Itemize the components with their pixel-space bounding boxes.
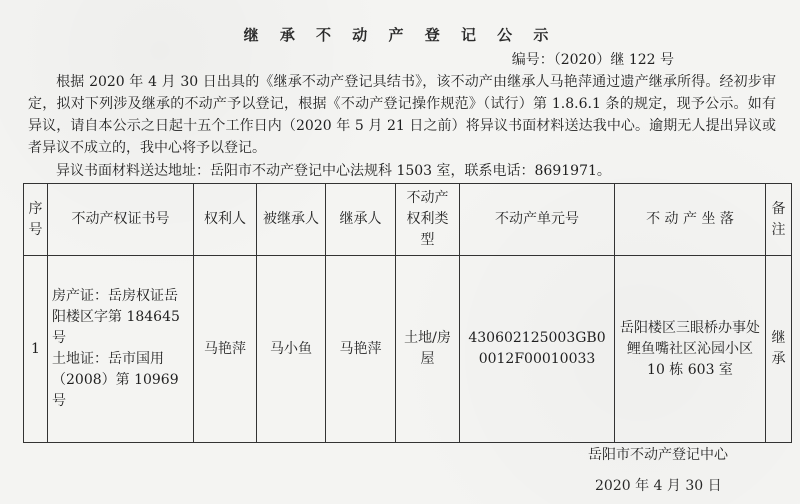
page-title: 继 承 不 动 产 登 记 公 示 [243, 26, 557, 44]
cell-heir: 马艳萍 [326, 256, 396, 443]
cell-certificate: 房产证：岳房权证岳阳楼区字第 184645 号 土地证：岳市国用（2008）第 10969 号 [48, 256, 194, 443]
notice-body [28, 71, 776, 159]
cell-unit-number: 430602125003GB00012F00010033 [460, 256, 615, 443]
header-decedent: 被继承人 [257, 184, 326, 256]
notice-paragraph: 根据 2020 年 4 月 30 日出具的《继承不动产登记具结书》，该不动产由继承人马艳萍通过遗产继承所得。经初步审定，拟对下列涉及继承的不动产予以登记，根据《不动产登记操作规范》（试行）第 1.8.6.1 条的规定，现予公示。如有异议，请自本公示之日起十五个工作日内（2020 年 5 月 21 日之前）将异议书面材料送达我中心。逾期无人提出异议或者异议不成立的，我中心将予以登记。 [28, 74, 776, 156]
address-line: 异议书面材料送达地址：岳阳市不动产登记中心法规科 1503 室，联系电话：8691971。 [56, 163, 611, 179]
header-right-holder: 权利人 [194, 184, 257, 256]
serial-number: 编号：（2020）继 122 号 [511, 52, 674, 68]
cell-right-holder: 马艳萍 [194, 256, 257, 443]
cell-index: 1 [24, 256, 48, 443]
header-heir: 继承人 [326, 184, 396, 256]
header-remark: 备注 [766, 184, 792, 256]
property-table [23, 183, 792, 443]
cell-decedent: 马小鱼 [257, 256, 326, 443]
header-index: 序号 [24, 184, 48, 256]
header-unit-number: 不动产单元号 [460, 184, 615, 256]
cell-location: 岳阳楼区三眼桥办事处鲤鱼嘴社区沁园小区 10 栋 603 室 [615, 256, 766, 443]
cell-right-type: 土地/房屋 [396, 256, 460, 443]
table-row [24, 256, 792, 443]
header-right-type: 不动产权利类型 [396, 184, 460, 256]
header-certificate: 不动产权证书号 [48, 184, 194, 256]
table-header-row [24, 184, 792, 256]
issuer-name: 岳阳市不动产登记中心 [588, 447, 728, 463]
cell-remark: 继承 [766, 256, 792, 443]
header-location: 不 动 产 坐 落 [615, 184, 766, 256]
issue-date: 2020 年 4 月 30 日 [595, 478, 722, 494]
